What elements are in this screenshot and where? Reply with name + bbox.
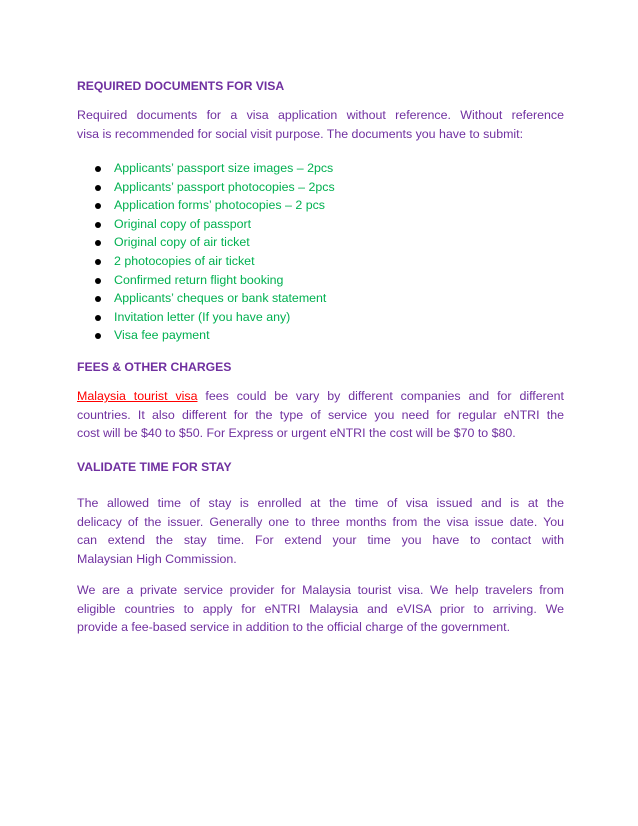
bullet-icon: [95, 203, 101, 209]
list-item-text: Invitation letter (If you have any): [114, 309, 291, 324]
fees-line: [77, 387, 564, 406]
list-item-text: Visa fee payment: [114, 328, 210, 343]
list-item-text: Applicants’ cheques or bank statement: [114, 291, 327, 306]
list-item-text: Original copy of passport: [114, 216, 252, 231]
bullet-icon: [95, 240, 101, 246]
list-item: [77, 196, 335, 215]
fees-paragraph: [77, 387, 564, 443]
fees-line: countries. It also different for the type of service you need for regular eNTRI the: [77, 407, 564, 422]
intro-line: visa is recommended for social visit purpose. The documents you have to submit:: [77, 126, 524, 141]
required-documents-heading: REQUIRED DOCUMENTS FOR VISA: [77, 79, 285, 93]
list-item: [77, 159, 335, 178]
validate-line: Malaysian High Commission.: [77, 551, 237, 566]
required-documents-list: [77, 159, 335, 345]
list-item: [77, 178, 335, 197]
list-item: [77, 289, 335, 308]
about-line: We are a private service provider for Malaysia tourist visa. We help travelers from: [77, 583, 564, 597]
fees-line: cost will be $40 to $50. For Express or urgent eNTRI the cost will be $70 to $80.: [77, 426, 516, 440]
list-item-text: Original copy of air ticket: [114, 235, 250, 250]
list-item: [77, 326, 335, 345]
list-item-text: Application forms’ photocopies – 2 pcs: [114, 198, 325, 213]
validate-line: delicacy of the issuer. Generally one to three months from the visa issue date. You: [77, 514, 564, 529]
list-item-text: 2 photocopies of air ticket: [114, 253, 255, 268]
about-service-paragraph: [77, 581, 564, 637]
malaysia-tourist-visa-link[interactable]: Malaysia tourist visa: [77, 389, 198, 403]
list-item: [77, 233, 335, 252]
about-line: provide a fee-based service in addition to the official charge of the government.: [77, 620, 511, 634]
list-item-text: Applicants’ passport size images – 2pcs: [114, 161, 334, 175]
list-item: [77, 308, 335, 327]
bullet-icon: [95, 333, 101, 339]
bullet-icon: [95, 222, 101, 228]
validate-time-heading: VALIDATE TIME FOR STAY: [77, 460, 232, 474]
bullet-icon: [95, 296, 101, 302]
list-item-text: Applicants’ passport photocopies – 2pcs: [114, 179, 335, 194]
validate-line: The allowed time of stay is enrolled at the time of visa issued and is at the: [77, 496, 564, 510]
validate-time-paragraph: [77, 494, 564, 568]
list-item: [77, 271, 335, 290]
list-item-text: Confirmed return flight booking: [114, 272, 284, 287]
list-item: [77, 252, 335, 271]
fees-heading: FEES & OTHER CHARGES: [77, 360, 232, 374]
required-intro-paragraph: [77, 106, 564, 143]
validate-line: can extend the stay time. For extend your time you have to contact with: [77, 533, 564, 547]
bullet-icon: [95, 278, 101, 284]
list-item: [77, 215, 335, 234]
bullet-icon: [95, 315, 101, 321]
fees-line-text: fees could be vary by different companies and for different: [197, 389, 564, 403]
bullet-icon: [95, 259, 101, 265]
bullet-icon: [95, 166, 101, 172]
about-line: eligible countries to apply for eNTRI Malaysia and eVISA prior to arriving. We: [77, 601, 564, 616]
intro-line: Required documents for a visa application without reference. Without reference: [77, 108, 564, 122]
bullet-icon: [95, 185, 101, 191]
